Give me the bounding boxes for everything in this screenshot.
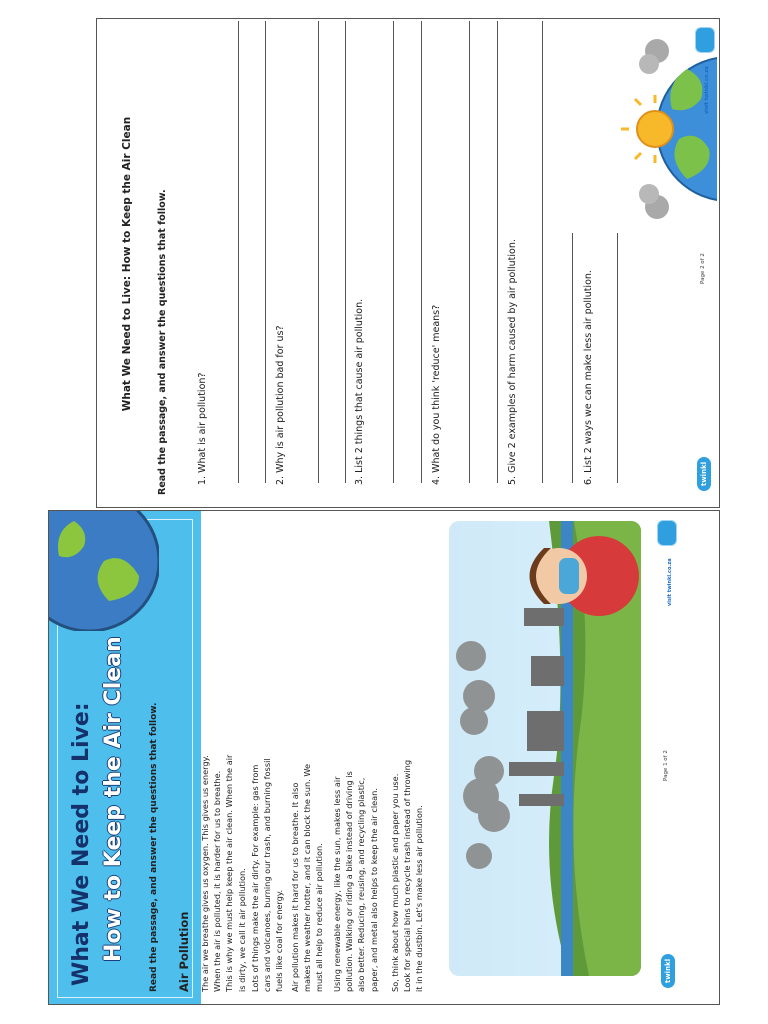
- city-smog-illustration: [449, 521, 641, 976]
- answer-line[interactable]: [318, 21, 319, 483]
- answer-line[interactable]: [497, 21, 498, 483]
- answer-line[interactable]: [238, 21, 239, 483]
- page-2-title: What We Need to Live: How to Keep the Air Clean: [121, 116, 133, 412]
- answer-line[interactable]: [265, 21, 266, 483]
- page-2-instructions: Read the passage, and answer the questions that follow.: [157, 189, 168, 495]
- twinkl-badge-icon: [657, 520, 677, 546]
- passage-paragraph: So, think about how much plastic and paper you use. Look for special bins to recycle trash instead of throwing it in the dustbin. Let's make less air pollution.: [390, 759, 425, 992]
- twinkl-logo: twinkl: [661, 954, 675, 988]
- answer-line[interactable]: [469, 21, 470, 483]
- answer-line[interactable]: [345, 21, 346, 483]
- page-1-content: [49, 511, 720, 1005]
- page-1-instructions: Read the passage, and answer the questions that follow.: [149, 702, 159, 992]
- page-number: Page 1 of 2: [663, 750, 669, 781]
- earth-icon: [49, 511, 159, 631]
- twinkl-logo: twinkl: [697, 457, 711, 491]
- worksheet-page-1: [48, 510, 720, 1005]
- passage-heading: Air Pollution: [177, 911, 191, 992]
- worksheet-page-2: [96, 18, 720, 508]
- question-5: 5. Give 2 examples of harm caused by air pollution.: [507, 239, 518, 485]
- passage-paragraph: The air we breathe gives us oxygen. This gives us energy. When the air is polluted, it is harder for us to breathe. This is why we must help keep the air clean. When the air is dirty, we call it air pollution.: [200, 754, 247, 992]
- answer-line[interactable]: [572, 233, 573, 483]
- answer-line[interactable]: [393, 21, 394, 483]
- page-number: Page 2 of 2: [700, 253, 706, 284]
- answer-line[interactable]: [542, 21, 543, 483]
- answer-line[interactable]: [421, 21, 422, 483]
- page-2-content: [97, 19, 720, 508]
- question-1: 1. What is air pollution?: [197, 372, 208, 485]
- question-6: 6. List 2 ways we can make less air pollution.: [583, 270, 594, 485]
- question-4: 4. What do you think 'reduce' means?: [431, 304, 442, 485]
- pollution-scene-illustration: [449, 521, 641, 976]
- question-3: 3. List 2 things that cause air pollution.: [354, 298, 365, 485]
- passage-paragraph: Lots of things make the air dirty. For example: gas from cars and volcanoes, burning our trash, and burning fossil fuels like coal for energy.: [250, 758, 285, 992]
- twinkl-badge-icon: [695, 27, 715, 53]
- twinkl-url[interactable]: visit twinkl.co.za: [667, 558, 673, 606]
- passage-paragraph: Air pollution makes it hard for us to breathe. It also makes the weather hotter, and it can block the sun. We must all help to reduce air pollution.: [290, 763, 325, 992]
- passage-paragraph: Using renewable energy, like the sun, makes less air pollution. Walking or riding a bike instead of driving is also better. Reducing, reusing, and recycling plastic, paper, and metal also helps to keep the air clean.: [332, 771, 379, 992]
- page-title-line-1: What We Need to Live:: [69, 702, 94, 986]
- answer-line[interactable]: [617, 233, 618, 483]
- question-2: 2. Why is air pollution bad for us?: [275, 325, 286, 485]
- earth-sun-illustration: [617, 29, 717, 229]
- twinkl-url[interactable]: visit twinkl.co.za: [704, 66, 710, 114]
- page-title-line-2: How to Keep the Air Clean: [101, 636, 126, 962]
